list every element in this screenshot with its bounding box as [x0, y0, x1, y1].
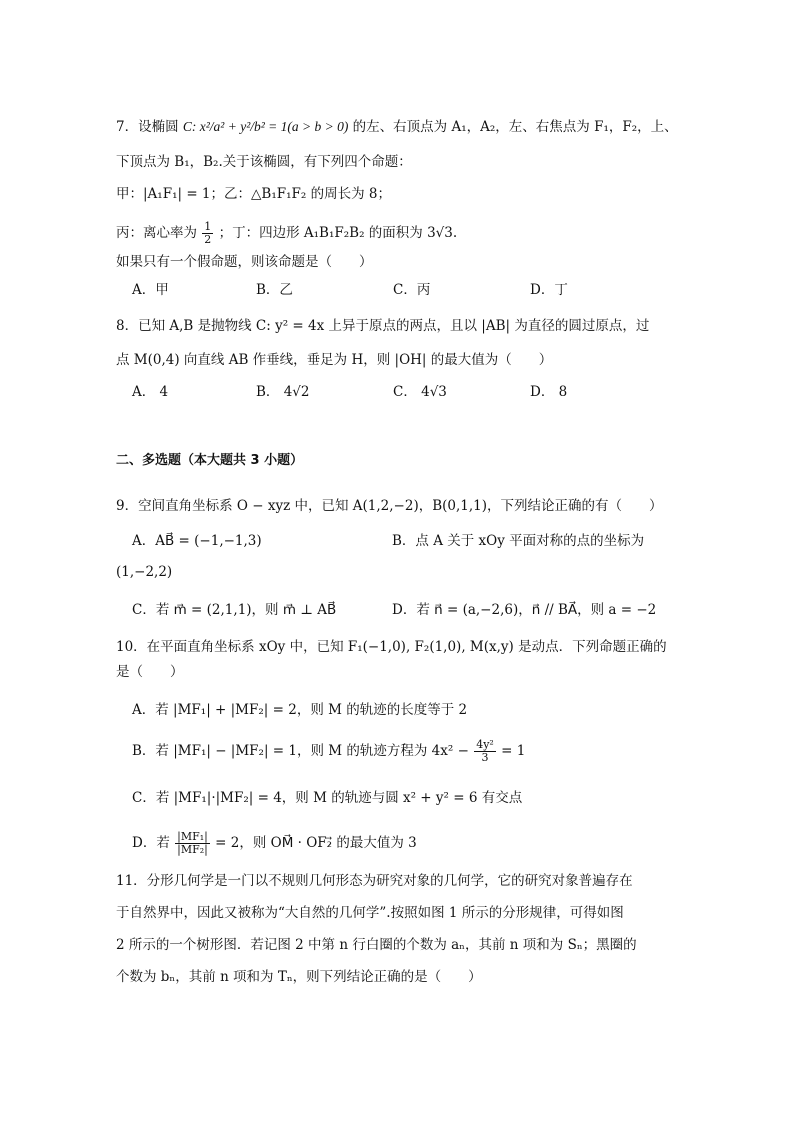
- q10-line1: 10．在平面直角坐标系 xOy 中，已知 F₁(−1,0), F₂(1,0), M(x,y) 是动点．下列命题正确的: [116, 639, 667, 655]
- q7-option-a: A．甲: [132, 282, 169, 298]
- eccentricity-fraction: $\frac{1}{2}$: [204, 220, 212, 246]
- q10-d-fraction: $\frac{\text{|MF₁|}}{\text{|MF₂|}}$: [177, 830, 208, 856]
- section-multiple-choice-title: 二、多选题（本大题共 3 小题）: [116, 453, 304, 468]
- q7-statement-jia-yi: 甲：|A₁F₁| = 1；乙：△B₁F₁F₂ 的周长为 8；: [116, 186, 391, 202]
- q10-line2: 是（ ）: [116, 664, 184, 680]
- q7-vertices-foci: 的左、右顶点为 A₁，A₂，左、右焦点为 F₁，F₂，上、: [352, 119, 678, 135]
- q10-option-a: A．若 |MF₁| + |MF₂| = 2，则 M 的轨迹的长度等于 2: [132, 702, 468, 718]
- q7-option-d: D．丁: [530, 282, 568, 298]
- q8-line2: 点 M(0,4) 向直线 AB 作垂线，垂足为 H，则 |OH| 的最大值为（ ）: [116, 352, 553, 368]
- q7-intro: 7．设椭圆: [116, 119, 179, 135]
- q7-line2: 下顶点为 B₁，B₂.关于该椭圆，有下列四个命题：: [116, 154, 412, 170]
- q11-line3: 2 所示的一个树形图．若记图 2 中第 n 行白圈的个数为 aₙ，其前 n 项和为 Sₙ；黑圈的: [116, 937, 637, 953]
- q7-statement-bing-ding: 丙：离心率为 $\frac{1}{2}$ ；丁：四边形 A₁B₁F₂B₂ 的面积为 3√3.: [116, 220, 458, 246]
- q9-option-d: D．若 n⃗ = (a,−2,6)，n⃗ // BA⃗，则 a = −2: [392, 602, 657, 618]
- q8-option-b: B． 4√2: [256, 384, 310, 400]
- ellipse-equation: C: x²/a² + y²/b² = 1(a > b > 0): [182, 119, 349, 134]
- q7-option-b: B．乙: [256, 282, 293, 298]
- q7-line1: [116, 118, 678, 136]
- q11-line4: 个数为 bₙ，其前 n 项和为 Tₙ，则下列结论正确的是（ ）: [116, 969, 482, 985]
- q7-option-c: C．丙: [393, 282, 431, 298]
- q9-option-a: A．AB⃗ = (−1,−1,3): [132, 533, 262, 549]
- q9-line1: 9．空间直角坐标系 O − xyz 中，已知 A(1,2,−2)，B(0,1,1)，下列结论正确的有（ ）: [116, 498, 663, 514]
- q10-b-fraction: $\frac{\text{4y²}}{3}$: [476, 738, 494, 764]
- q8-option-a: A． 4: [132, 384, 169, 400]
- q10-option-b: B．若 |MF₁| − |MF₂| = 1，则 M 的轨迹方程为 4x² − $\frac{\text{4y²}}{3}$ = 1: [132, 738, 526, 764]
- q9-option-b-continued: (1,−2,2): [116, 564, 173, 580]
- q9-option-c: C．若 m⃗ = (2,1,1)，则 m⃗ ⊥ AB⃗: [132, 602, 337, 618]
- q8-line1: 8．已知 A,B 是抛物线 C: y² = 4x 上异于原点的两点，且以 |AB| 为直径的圆过原点，过: [116, 318, 650, 334]
- q9-option-b: B．点 A 关于 xOy 平面对称的点的坐标为: [392, 533, 645, 549]
- q8-option-c: C． 4√3: [393, 384, 447, 400]
- q10-option-d: D．若 $\frac{\text{|MF₁|}}{\text{|MF₂|}}$ = 2，则 OM⃗ · OF₂⃗ 的最大值为 3: [132, 830, 417, 856]
- q11-line1: 11．分形几何学是一门以不规则几何形态为研究对象的几何学，它的研究对象普遍存在: [116, 873, 633, 889]
- q8-option-d: D． 8: [530, 384, 568, 400]
- q11-line2: 于自然界中，因此又被称为“大自然的几何学”.按照如图 1 所示的分形规律，可得如图: [116, 905, 624, 921]
- q10-option-c: C．若 |MF₁|·|MF₂| = 4，则 M 的轨迹与圆 x² + y² = 6 有交点: [132, 790, 523, 806]
- q7-question: 如果只有一个假命题，则该命题是（ ）: [116, 254, 373, 270]
